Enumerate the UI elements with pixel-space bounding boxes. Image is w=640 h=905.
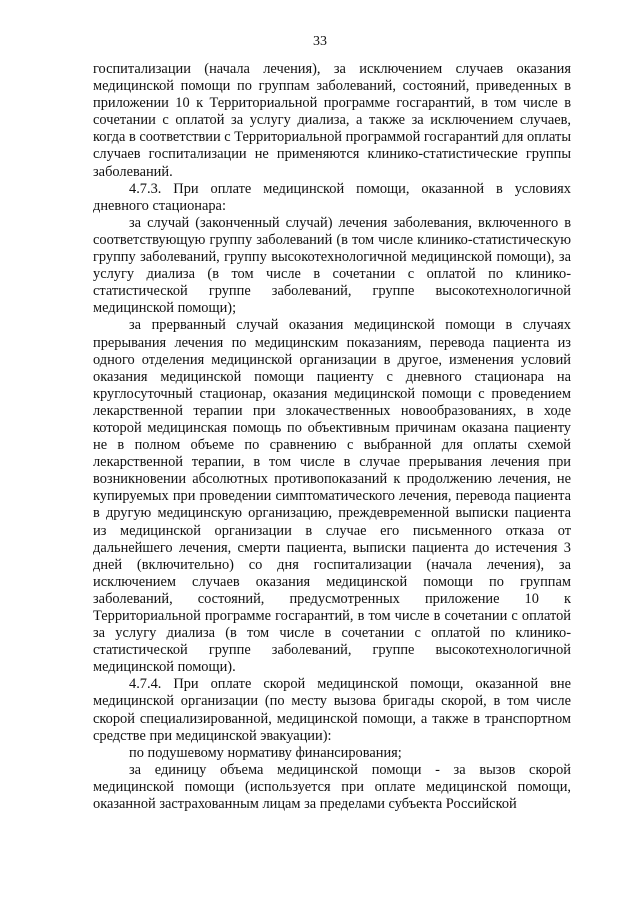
- document-body: [93, 61, 571, 813]
- paragraph-4-7-3: 4.7.3. При оплате медицинской помощи, оказанной в условиях дневного стационара:: [93, 180, 571, 214]
- page-number: 33: [313, 34, 327, 49]
- paragraph-4-7-4: 4.7.4. При оплате скорой медицинской помощи, оказанной вне медицинской организации (по месту вызова бригады скорой, в том числе скорой специализированной, медицинской помощи, а также в транспортном средстве при медицинской эвакуации):: [93, 676, 571, 744]
- paragraph-completed-case: за случай (законченный случай) лечения заболевания, включенного в соответствующую группу заболеваний (в том числе клинико-статистическую группу заболеваний, группу высокотехнологичной медицинской помощи), за услугу диализа (в том числе в сочетании с оплатой по клинико-статистической группе заболеваний, группе высокотехнологичной медицинской помощи);: [93, 214, 571, 317]
- paragraph-unit-volume: за единицу объема медицинской помощи - за вызов скорой медицинской помощи (используется при оплате медицинской помощи, оказанной застрахованным лицам за пределами субъекта Российской: [93, 761, 571, 813]
- paragraph-continuation: госпитализации (начала лечения), за исключением случаев оказания медицинской помощи по группам заболеваний, состояний, приведенных в приложении 10 к Территориальной программе госгарантий, в том числе в сочетании с оплатой за услугу диализа, а также за исключением случаев, когда в соответствии с Территориальной программой госгарантий для оплаты случаев госпитализации не применяются клинико-статистические группы заболеваний.: [93, 61, 572, 180]
- paragraph-interrupted-case: за прерванный случай оказания медицинской помощи в случаях прерывания лечения по медицинским показаниям, перевода пациента из одного отделения медицинской организации в другое, изменения условий оказания медицинской помощи пациенту с дневного стационара на круглосуточный стационар, оказания медицинской помощи с проведением лекарственной терапии при злокачественных новообразованиях, в ходе которой медицинская помощь по объективным причинам оказана пациенту не в полном объеме по сравнению с выбранной для оплаты схемой лекарственной терапии, в том числе в случае прерывания лечения при возникновении абсолютных противопоказаний к продолжению лечения, не купируемых при проведении симптоматического лечения, перевода пациента в другую медицинскую организацию, преждевременной выписки пациента из медицинской организации в случае его письменного отказа от дальнейшего лечения, смерти пациента, выписки пациента до истечения 3 дней (включительно) со дня госпитализации (начала лечения), за исключением случаев оказания медицинской помощи по группам заболеваний, состояний, предусмотренных приложение 10 к Территориальной программе госгарантий, в том числе в сочетании с оплатой за услугу диализа (в том числе в сочетании с оплатой по клинико-статистической группе заболеваний, группе высокотехнологичной медицинской помощи).: [93, 317, 571, 676]
- paragraph-per-capita: по подушевому нормативу финансирования;: [129, 744, 402, 761]
